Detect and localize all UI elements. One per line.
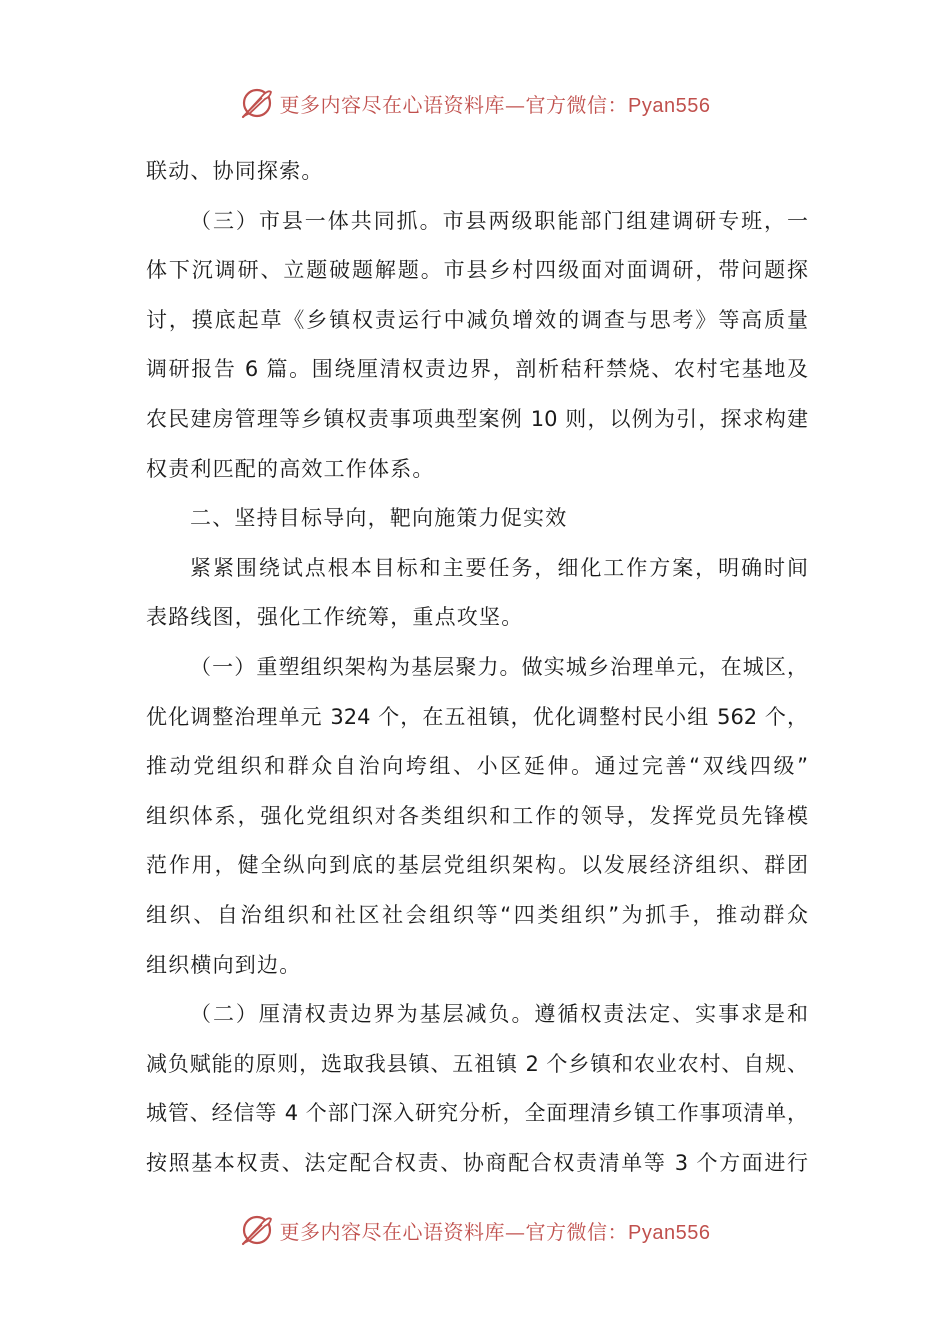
body-line-10: 表路线图，强化工作统筹，重点攻坚。 [146, 605, 524, 630]
body-line-14: 组织体系，强化党组织对各类组织和工作的领导，发挥党员先锋模 [146, 803, 808, 828]
header-watermark-text [280, 89, 711, 118]
body-line-16: 组织、自治组织和社区社会组织等“四类组织”为抓手，推动群众 [146, 902, 808, 927]
quill-logo-icon [240, 1213, 274, 1247]
header-watermark [0, 81, 950, 125]
footer-watermark [0, 1208, 950, 1252]
header-brand-text: 更多内容尽在心语资料库 [279, 92, 506, 117]
body-line-1: 联动、协同探索。 [146, 159, 324, 183]
footer-brand-text: 更多内容尽在心语资料库 [279, 1219, 506, 1244]
body-line-9: 紧紧围绕试点根本目标和主要任务，细化工作方案，明确时间 [190, 555, 808, 580]
header-dash: — [505, 92, 526, 117]
body-line-4: 讨，摸底起草《乡镇权责运行中减负增效的调查与思考》等高质量 [146, 307, 808, 332]
body-line-11: （一）重塑组织架构为基层聚力。做实城乡治理单元，在城区， [190, 654, 808, 679]
body-line-2: （三）市县一体共同抓。市县两级职能部门组建调研专班，一 [190, 208, 808, 233]
body-line-19: 减负赋能的原则，选取我县镇、五祖镇 2 个乡镇和农业农村、自规、 [146, 1051, 808, 1076]
quill-logo-icon [240, 86, 274, 120]
footer-dash: — [505, 1219, 526, 1244]
body-line-3: 体下沉调研、立题破题解题。市县乡村四级面对面调研，带问题探 [146, 258, 808, 283]
body-line-5: 调研报告 6 篇。围绕厘清权责边界，剖析秸秆禁烧、农村宅基地及 [146, 357, 808, 382]
footer-contact-label: 官方微信： [525, 1219, 629, 1244]
body-line-15: 范作用，健全纵向到底的基层党组织架构。以发展经济组织、群团 [146, 853, 808, 878]
body-line-6: 农民建房管理等乡镇权责事项典型案例 10 则，以例为引，探求构建 [146, 406, 808, 431]
body-line-17: 组织横向到边。 [146, 952, 302, 977]
footer-contact-handle: Pyan556 [628, 1221, 711, 1244]
body-line-12: 优化调整治理单元 324 个，在五祖镇，优化调整村民小组 562 个， [146, 704, 808, 729]
body-line-7: 权责利匹配的高效工作体系。 [146, 456, 435, 481]
header-contact-handle: Pyan556 [628, 94, 711, 117]
section-heading: 二、坚持目标导向，靶向施策力促实效 [190, 506, 568, 531]
body-line-20: 城管、经信等 4 个部门深入研究分析，全面理清乡镇工作事项清单， [146, 1101, 808, 1126]
body-line-13: 推动党组织和群众自治向垮组、小区延伸。通过完善“双线四级” [146, 754, 808, 779]
document-body [146, 147, 808, 1188]
header-contact-label: 官方微信： [525, 92, 629, 117]
body-line-21: 按照基本权责、法定配合权责、协商配合权责清单等 3 个方面进行 [146, 1150, 808, 1175]
body-line-18: （二）厘清权责边界为基层减负。遵循权责法定、实事求是和 [190, 1002, 808, 1027]
footer-watermark-text [280, 1216, 711, 1245]
